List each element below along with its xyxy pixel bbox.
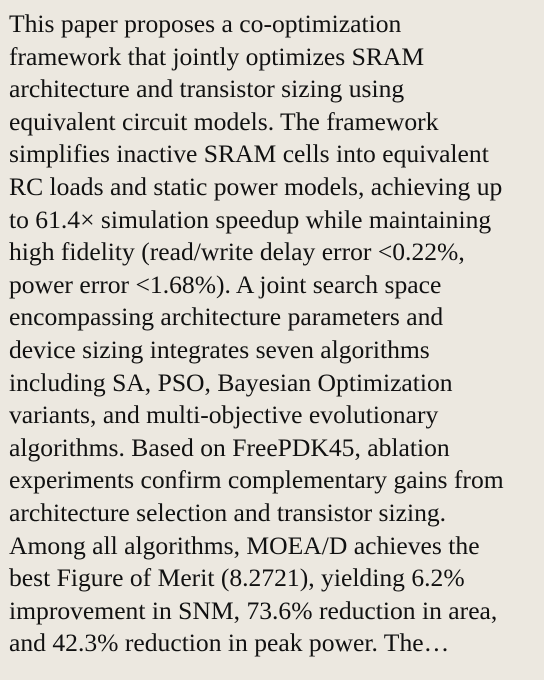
text-line: framework that jointly optimizes SRAM <box>9 41 425 71</box>
text-line: architecture selection and transistor sizing. <box>9 497 447 527</box>
abstract-paragraph <box>9 8 536 660</box>
text-line: variants, and multi-objective evolutionary <box>9 400 439 430</box>
text-line: device sizing integrates seven algorithms <box>9 334 430 364</box>
text-line: RC loads and static power models, achieving up <box>9 171 503 201</box>
text-line: algorithms. Based on FreePDK45, ablation <box>9 432 450 462</box>
text-line: including SA, PSO, Bayesian Optimization <box>9 367 453 397</box>
text-line: best Figure of Merit (8.2721), yielding 6.2% <box>9 563 465 593</box>
text-line: power error <1.68%). A joint search space <box>9 269 442 299</box>
text-line: This paper proposes a co-optimization <box>9 9 402 38</box>
text-line: architecture and transistor sizing using <box>9 74 405 104</box>
text-line: simplifies inactive SRAM cells into equivalent <box>9 139 489 169</box>
text-line: equivalent circuit models. The framework <box>9 106 439 136</box>
text-line: to 61.4× simulation speedup while maintaining <box>9 204 492 234</box>
text-line: Among all algorithms, MOEA/D achieves the <box>9 530 480 560</box>
text-line: high fidelity (read/write delay error <0.22%, <box>9 237 465 267</box>
text-line: encompassing architecture parameters and <box>9 302 444 332</box>
text-line: improvement in SNM, 73.6% reduction in area, <box>9 595 498 625</box>
text-line: and 42.3% reduction in peak power. The… <box>9 628 450 658</box>
text-line: experiments confirm complementary gains from <box>9 465 504 495</box>
